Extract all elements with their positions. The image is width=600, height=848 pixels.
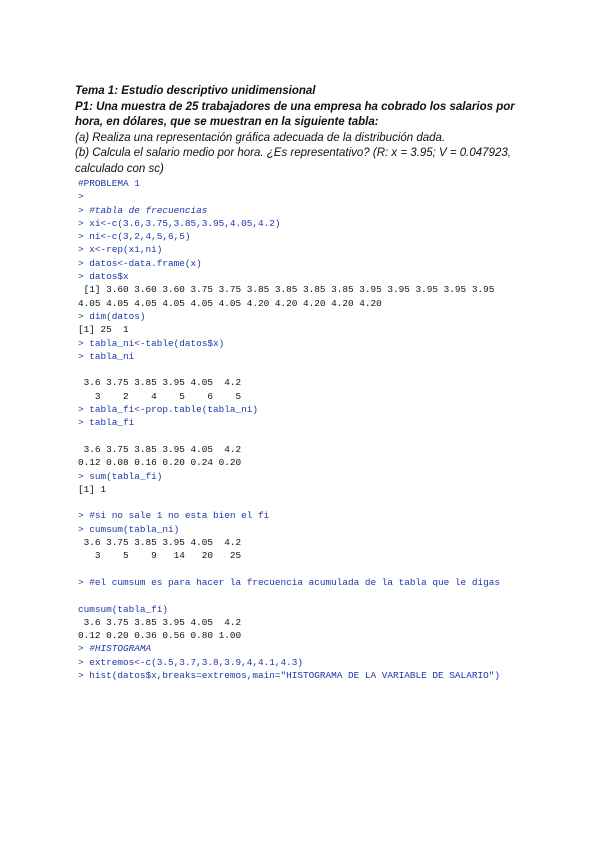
code-line: > ni<-c(3,2,4,5,6,5) — [78, 231, 191, 243]
code-line: > tabla_ni — [78, 350, 135, 362]
code-line: > dim(datos) — [78, 310, 146, 322]
r-console-output — [78, 177, 548, 682]
code-line: [1] 3.60 3.60 3.60 3.75 3.75 3.85 3.85 3.85 3.85 3.95 3.95 3.95 3.95 3.95 — [78, 284, 495, 296]
problem-line-2: hora, en dólares, que se muestran en la siguiente tabla: — [75, 116, 379, 128]
code-line: 3 5 9 14 20 25 — [78, 550, 242, 562]
code-line: [1] 25 1 — [78, 324, 129, 336]
code-line: > extremos<-c(3.5,3.7,3.8,3.9,4,4.1,4.3) — [78, 656, 304, 668]
code-line — [78, 363, 548, 376]
question-a: (a) Realiza una representación gráfica adecuada de la distribución dada. — [75, 131, 446, 144]
code-line: 0.12 0.20 0.36 0.56 0.80 1.00 — [78, 630, 242, 642]
code-line: > hist(datos$x,breaks=extremos,main="HISTOGRAMA DE LA VARIABLE DE SALARIO") — [78, 669, 500, 681]
code-line: 0.12 0.08 0.16 0.20 0.24 0.20 — [78, 457, 242, 469]
question-b-line-2: calculado con sc) — [75, 162, 164, 175]
code-line: > #si no sale 1 no esta bien el fi — [78, 510, 270, 522]
code-line: > tabla_ni<-table(datos$x) — [78, 337, 225, 349]
code-line: > x<-rep(xi,ni) — [78, 244, 163, 256]
code-line: > sum(tabla_fi) — [78, 470, 163, 482]
problem-line-1: P1: Una muestra de 25 trabajadores de una empresa ha cobrado los salarios por — [75, 100, 515, 113]
problem-statement — [75, 84, 545, 177]
code-line: > datos<-data.frame(x) — [78, 257, 202, 269]
code-line — [78, 589, 548, 602]
code-line — [78, 496, 548, 509]
code-line: 3.6 3.75 3.85 3.95 4.05 4.2 — [78, 377, 242, 389]
code-line — [78, 563, 548, 576]
code-line: > — [78, 191, 84, 203]
code-line: > xi<-c(3.6,3.75,3.85,3.95,4.05,4.2) — [78, 217, 281, 229]
code-line: 4.05 4.05 4.05 4.05 4.05 4.05 4.20 4.20 4.20 4.20 4.20 — [78, 297, 382, 309]
code-line: 3 2 4 5 6 5 — [78, 390, 242, 402]
code-line: cumsum(tabla_fi) — [78, 603, 169, 615]
code-line: [1] 1 — [78, 483, 107, 495]
code-line: > datos$x — [78, 271, 129, 283]
code-line: > cumsum(tabla_ni) — [78, 523, 180, 535]
code-line: > #el cumsum es para hacer la frecuencia acumulada de la tabla que le digas — [78, 576, 500, 588]
question-b-line-1: (b) Calcula el salario medio por hora. ¿Es representativo? (R: x = 3.95; V = 0.047923, — [75, 147, 511, 159]
code-line: > tabla_fi<-prop.table(tabla_ni) — [78, 404, 259, 416]
code-line: 3.6 3.75 3.85 3.95 4.05 4.2 — [78, 616, 242, 628]
topic-title: Tema 1: Estudio descriptivo unidimensional — [75, 85, 316, 97]
code-line: > #tabla de frecuencias — [78, 204, 208, 216]
code-line: > tabla_fi — [78, 417, 135, 429]
code-line: 3.6 3.75 3.85 3.95 4.05 4.2 — [78, 537, 242, 549]
code-line — [78, 430, 548, 443]
code-line: #PROBLEMA 1 — [78, 178, 140, 189]
code-line: 3.6 3.75 3.85 3.95 4.05 4.2 — [78, 443, 242, 455]
code-line: > #HISTOGRAMA — [78, 643, 152, 655]
